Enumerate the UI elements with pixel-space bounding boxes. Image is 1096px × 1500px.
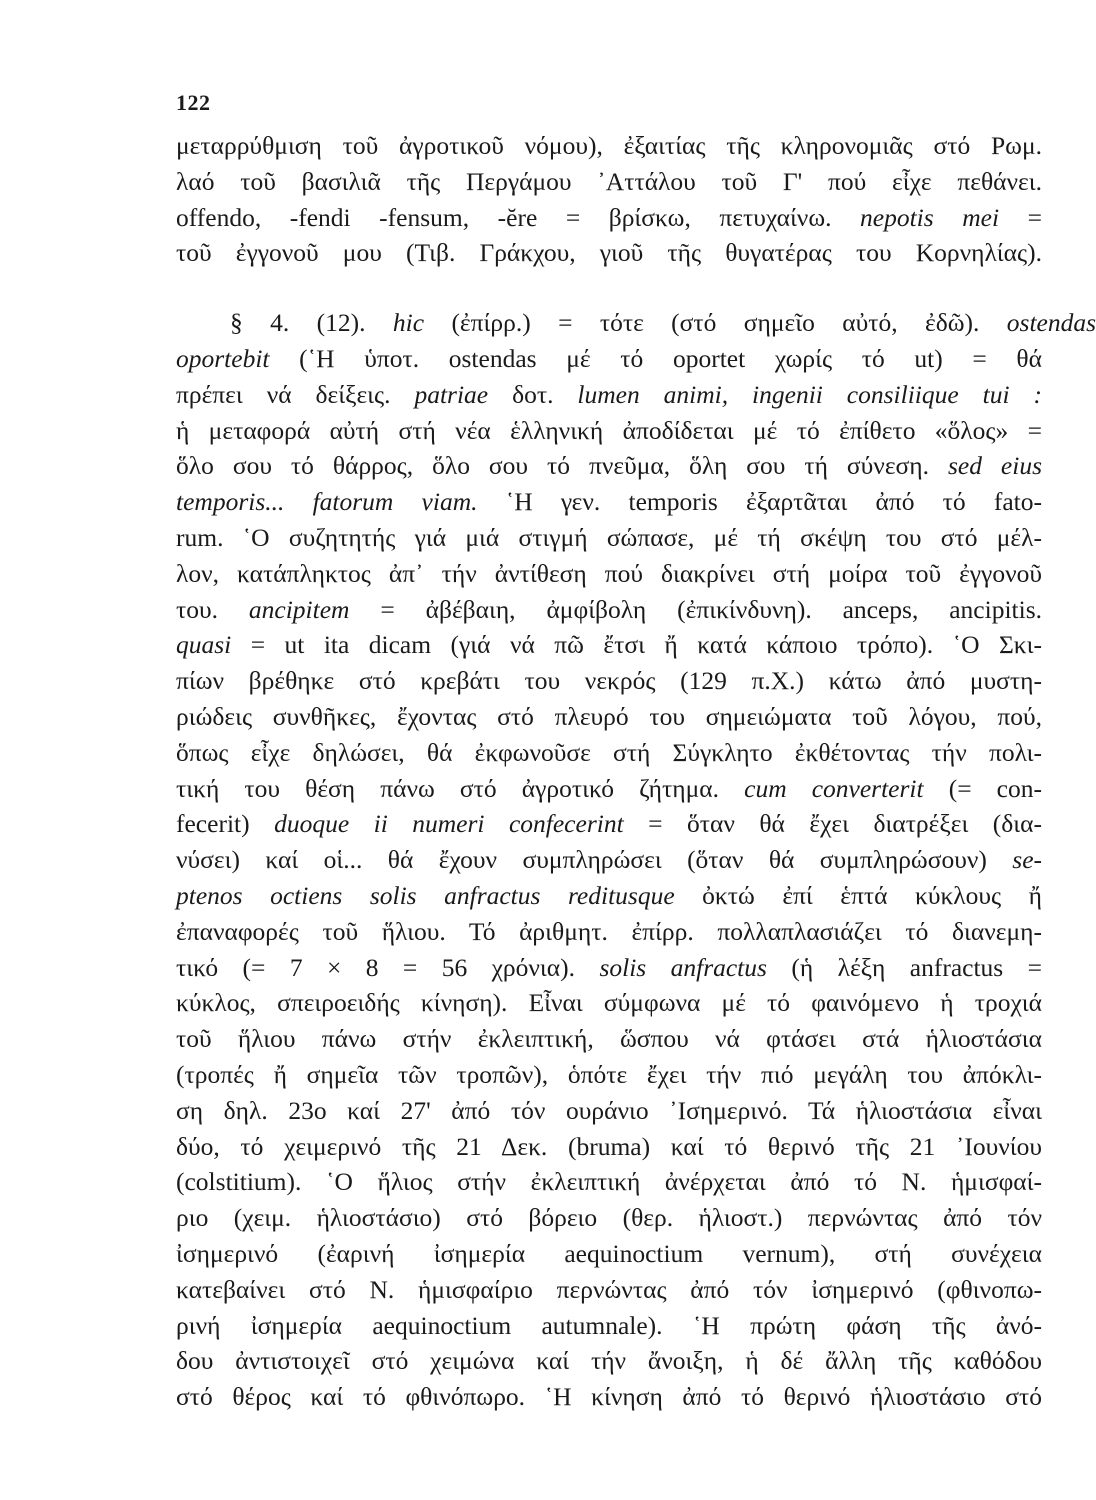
text-segment: στό θέρος καί τό φθινόπωρο. ῾Η κίνηση ἀπό τό θερινό ἡλιοστάσιο στό (176, 1382, 1042, 1412)
text-line (176, 663, 1042, 699)
italic-segment: solis anfractus (599, 952, 767, 982)
italic-segment: quasi (176, 630, 232, 660)
text-line (176, 950, 1042, 986)
text-segment: δύο, τό χειμερινό τῆς 21 Δεκ. (bruma) καί τό θερινό τῆς 21 ᾿Ιουνίου (176, 1131, 1042, 1161)
text-segment: ῾Η γεν. temporis ἐξαρτᾶται ἀπό τό fato- (477, 487, 1043, 517)
text-line (176, 1129, 1042, 1165)
text-segment: ἡ μεταφορά αὐτή στή νέα ἑλληνική ἀποδίδεται μέ τό ἐπίθετο «ὅλος» = (176, 415, 1042, 445)
text-line (176, 878, 1042, 914)
text-line (176, 341, 1042, 377)
text-segment: = (999, 202, 1042, 232)
text-line (176, 128, 1042, 164)
text-segment: ριώδεις συνθῆκες, ἔχοντας στό πλευρό του σημειώματα τοῦ λόγου, πού, (176, 701, 1042, 731)
text-segment: = ἀβέβαιη, ἀμφίβολη (ἐπικίνδυνη). anceps, ancipitis. (349, 594, 1042, 624)
paragraph-2 (176, 305, 1096, 1415)
text-segment: του. (176, 594, 249, 624)
text-line (176, 1021, 1042, 1057)
text-line (176, 1200, 1042, 1236)
italic-segment: sed eius (947, 451, 1042, 481)
text-line (176, 305, 1096, 341)
text-line (176, 627, 1042, 663)
text-segment: ὅπως εἶχε δηλώσει, θά ἐκφωνοῦσε στή Σύγκλητο ἐκθέτοντας τήν πολι- (176, 737, 1042, 767)
italic-segment: ancipitem (248, 594, 350, 624)
text-segment: = ὅταν θά ἔχει διατρέξει (δια- (623, 809, 1042, 839)
text-line (176, 1057, 1042, 1093)
text-line (176, 200, 1042, 236)
italic-segment: cum converterit (744, 773, 924, 803)
text-line (176, 1272, 1042, 1308)
text-line (176, 1379, 1042, 1415)
text-segment: ἐπαναφορές τοῦ ἥλιου. Τό ἀριθμητ. ἐπίρρ. πολλαπλασιάζει τό διανεμη- (176, 916, 1042, 946)
text-segment: rum. ῾Ο συζητητής γιά μιά στιγμή σώπασε, μέ τή σκέψη του στό μέλ- (176, 522, 1042, 552)
text-line (176, 914, 1042, 950)
text-line (176, 1164, 1042, 1200)
text-line (176, 806, 1042, 842)
text-segment: (τροπές ἤ σημεῖα τῶν τροπῶν), ὁπότε ἔχει τήν πιό μεγάλη του ἀπόκλι- (176, 1059, 1042, 1089)
page-number: 122 (176, 90, 211, 115)
text-segment: § 4. (12). (229, 308, 393, 338)
italic-segment: lumen animi, ingenii consiliique tui : (577, 379, 1042, 409)
text-segment: δου ἀντιστοιχεῖ στό χειμώνα καί τήν ἄνοιξη, ἡ δέ ἄλλη τῆς καθόδου (176, 1346, 1042, 1376)
text-segment: (ἐπίρρ.) = τότε (στό σημεῖο αὐτό, ἐδῶ). (424, 308, 1007, 338)
italic-segment: oportebit (176, 343, 270, 373)
italic-segment: duoque ii numeri confecerint (274, 809, 624, 839)
text-line (176, 520, 1042, 556)
text-segment: κατεβαίνει στό Ν. ἡμισφαίριο περνώντας ἀπό τόν ἰσημερινό (φθινοπω- (176, 1274, 1042, 1304)
body-text (176, 128, 1096, 1415)
text-segment: λαό τοῦ βασιλιᾶ τῆς Περγάμου ᾿Αττάλου τοῦ Γ' πού εἶχε πεθάνει. (176, 166, 1042, 196)
text-segment: offendo, -fendi -fensum, -ĕre = βρίσκω, πετυχαίνω. (176, 202, 861, 232)
italic-segment: ostendas (1006, 308, 1096, 338)
text-segment: νύσει) καί οἱ... θά ἔχουν συμπληρώσει (ὅταν θά συμπληρώσουν) (176, 845, 1013, 875)
text-segment: = ut ita dicam (γιά νά πῶ ἔτσι ἤ κατά κάποιο τρόπο). ῾Ο Σκι- (231, 630, 1042, 660)
text-segment: ριο (χειμ. ἡλιοστάσιο) στό βόρειο (θερ. ἡλιοστ.) περνώντας ἀπό τόν (176, 1203, 1042, 1233)
text-segment: τικό (= 7 × 8 = 56 χρόνια). (176, 952, 600, 982)
text-line (176, 735, 1042, 771)
text-line (176, 1236, 1042, 1272)
italic-segment: patriae (414, 379, 489, 409)
text-segment: (= con- (923, 773, 1042, 803)
italic-segment: nepotis mei (860, 202, 1000, 232)
text-segment: (῾Η ὑποτ. ostendas μέ τό oportet χωρίς τό ut) = θά (269, 343, 1042, 373)
text-line (176, 377, 1042, 413)
text-line (176, 235, 1042, 271)
text-segment: πρέπει νά δείξεις. (176, 379, 415, 409)
text-segment: κύκλος, σπειροειδής κίνηση). Εἶναι σύμφωνα μέ τό φαινόμενο ἡ τροχιά (176, 988, 1042, 1018)
text-segment: τική του θέση πάνω στό ἀγροτικό ζήτημα. (176, 773, 745, 803)
text-line (176, 842, 1042, 878)
text-line (176, 1093, 1042, 1129)
text-segment: τοῦ ἐγγονοῦ μου (Τιβ. Γράκχου, γιοῦ τῆς θυγατέρας του Κορνηλίας). (176, 238, 1042, 268)
italic-segment: hic (392, 308, 425, 338)
text-line (176, 556, 1042, 592)
text-line (176, 1343, 1042, 1379)
paragraph-gap (176, 271, 1042, 305)
text-segment: ση δηλ. 23ο καί 27' ἀπό τόν ουράνιο ᾿Ισημερινό. Τά ἡλιοστάσια εἶναι (176, 1095, 1042, 1125)
text-line (176, 484, 1042, 520)
italic-segment: ptenos octiens solis anfractus reditusque (176, 880, 675, 910)
text-line (176, 448, 1042, 484)
text-segment: ὀκτώ ἐπί ἑπτά κύκλους ἤ (674, 880, 1042, 910)
text-line (176, 699, 1042, 735)
text-line (176, 771, 1042, 807)
text-segment: τοῦ ἥλιου πάνω στήν ἐκλειπτική, ὥσπου νά φτάσει στά ἡλιοστάσια (176, 1024, 1042, 1054)
paragraph-1 (176, 128, 1042, 271)
text-line (176, 985, 1042, 1021)
text-segment: ρινή ἰσημερία aequinoctium autumnale). ῾Η πρώτη φάση τῆς ἀνό- (176, 1310, 1042, 1340)
italic-segment: temporis... fatorum viam. (176, 487, 478, 517)
text-segment: δοτ. (488, 379, 578, 409)
text-segment: μεταρρύθμιση τοῦ ἀγροτικοῦ νόμου), ἐξαιτίας τῆς κληρονομιᾶς στό Ρωμ. (176, 131, 1042, 160)
text-segment: ἰσημερινό (ἐαρινή ἰσημερία aequinoctium vernum), στή συνέχεια (176, 1238, 1042, 1268)
text-segment: πίων βρέθηκε στό κρεβάτι του νεκρός (129 π.Χ.) κάτω ἀπό μυστη- (176, 666, 1042, 696)
text-line (176, 592, 1042, 628)
italic-segment: se- (1012, 845, 1042, 875)
text-segment: ὅλο σου τό θάρρος, ὅλο σου τό πνεῦμα, ὅλη σου τή σύνεση. (176, 451, 948, 481)
text-line (176, 413, 1042, 449)
text-segment: fecerit) (176, 809, 275, 839)
text-segment: (colstitium). ῾Ο ἥλιος στήν ἐκλειπτική ἀνέρχεται ἀπό τό Ν. ἡμισφαί- (176, 1167, 1042, 1197)
text-line (176, 164, 1042, 200)
text-segment: λον, κατάπληκτος ἀπ᾿ τήν ἀντίθεση πού διακρίνει στή μοίρα τοῦ ἐγγονοῦ (176, 558, 1042, 588)
text-segment: (ἡ λέξη anfractus = (766, 952, 1042, 982)
text-line (176, 1308, 1042, 1344)
